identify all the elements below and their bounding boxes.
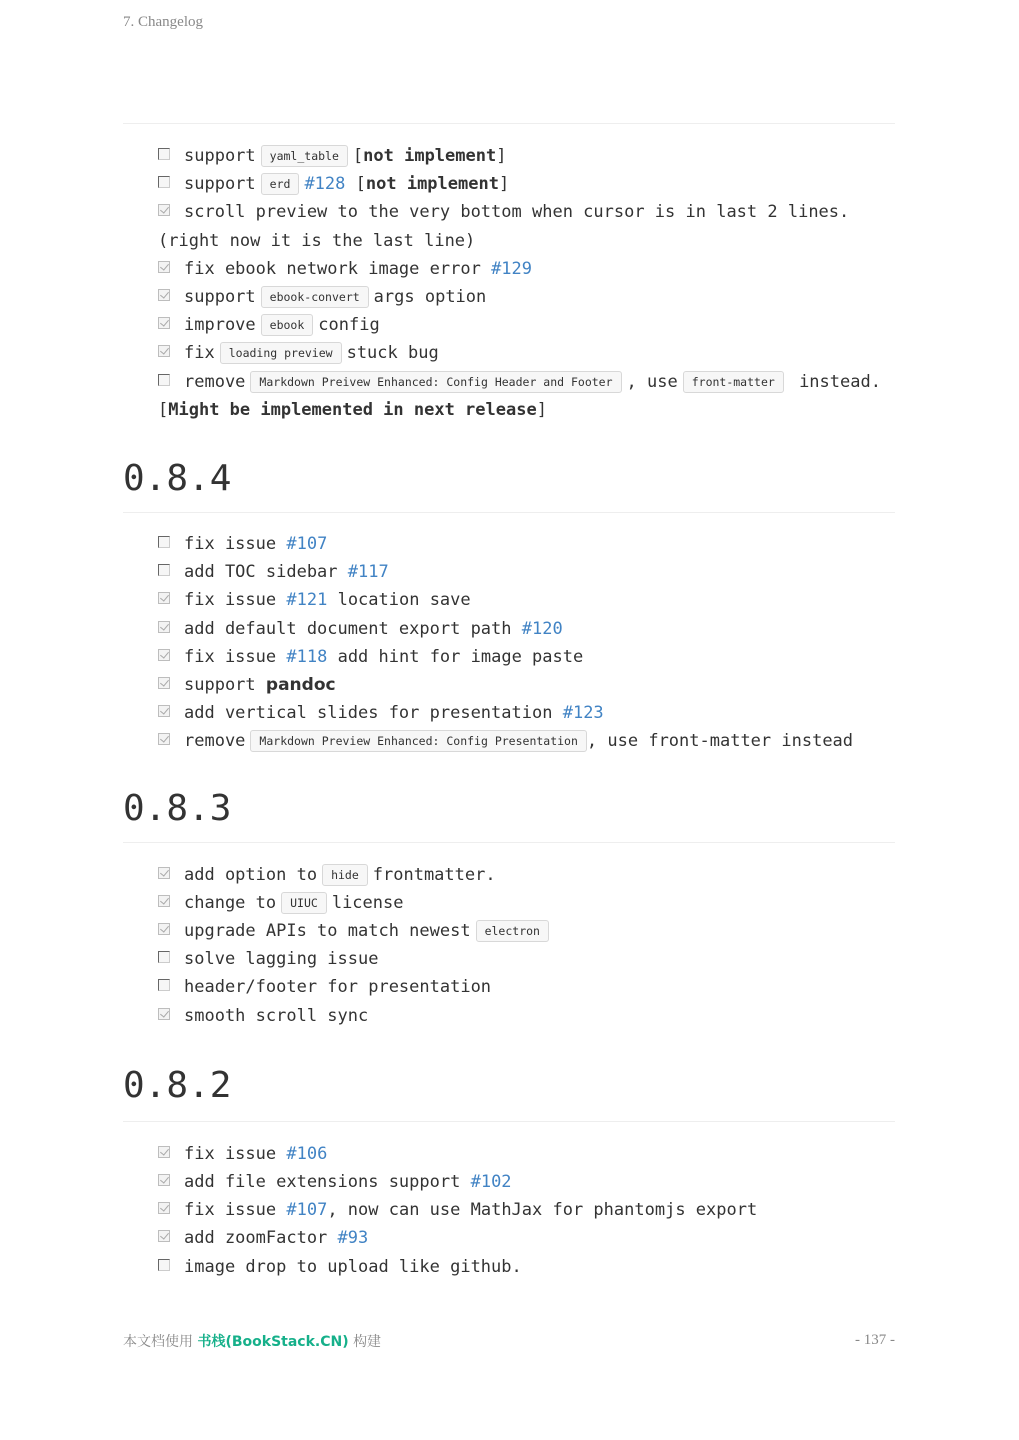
list-item: smooth scroll sync: [158, 1002, 895, 1030]
checkbox-unchecked-icon[interactable]: [158, 148, 170, 160]
page-footer-credit: [123, 1331, 381, 1351]
list-item: add zoomFactor #93: [158, 1224, 895, 1252]
checkbox-checked-icon[interactable]: [158, 289, 170, 301]
list-item: solve lagging issue: [158, 945, 895, 973]
checkbox-unchecked-icon[interactable]: [158, 1259, 170, 1271]
issue-link[interactable]: #120: [521, 618, 563, 639]
checkbox-checked-icon[interactable]: [158, 1202, 170, 1214]
issue-link[interactable]: #107: [286, 1200, 328, 1221]
page-number: - 137 -: [855, 1332, 895, 1348]
list-item: upgrade APIs to match newest electron: [158, 917, 895, 945]
inline-code: Markdown Preivew Enhanced: Config Header and Footer: [250, 371, 621, 393]
checkbox-checked-icon[interactable]: [158, 621, 170, 633]
list-item: change to UIUC license: [158, 889, 895, 917]
bookstack-link[interactable]: 书栈(BookStack.CN): [197, 1334, 349, 1350]
list-item: header/footer for presentation: [158, 973, 895, 1001]
inline-code: ebook: [261, 314, 314, 336]
footer-prefix: 本文档使用: [123, 1334, 193, 1350]
issue-link[interactable]: #106: [286, 1143, 328, 1164]
checkbox-checked-icon[interactable]: [158, 705, 170, 717]
checkbox-checked-icon[interactable]: [158, 1230, 170, 1242]
checkbox-unchecked-icon[interactable]: [158, 536, 170, 548]
list-item: add vertical slides for presentation #123: [158, 699, 895, 727]
list-item: add file extensions support #102: [158, 1168, 895, 1196]
task-list: [123, 530, 895, 756]
checkbox-checked-icon[interactable]: [158, 733, 170, 745]
list-item: fix loading preview stuck bug: [158, 339, 895, 367]
list-item: image drop to upload like github.: [158, 1253, 895, 1281]
list-item: fix issue #106: [158, 1140, 895, 1168]
checkbox-unchecked-icon[interactable]: [158, 979, 170, 991]
issue-link[interactable]: #123: [562, 703, 604, 724]
list-item: remove Markdown Preview Enhanced: Config Presentation , use front-matter instead: [158, 727, 895, 755]
checkbox-checked-icon[interactable]: [158, 677, 170, 689]
list-item: scroll preview to the very bottom when cursor is in last 2 lines. (right now it is the last line): [158, 202, 850, 251]
list-item: fix issue #107: [158, 530, 895, 558]
inline-code: hide: [322, 864, 368, 886]
checkbox-unchecked-icon[interactable]: [158, 374, 170, 386]
inline-code: loading preview: [220, 342, 342, 364]
list-item: remove Markdown Preivew Enhanced: Config Header and Footer , use front-matter instead. [Might be implemented in next release]: [158, 371, 881, 420]
checkbox-checked-icon[interactable]: [158, 1146, 170, 1158]
list-item: fix ebook network image error #129: [158, 255, 895, 283]
version-heading-0-8-4: 0.8.4: [123, 458, 895, 513]
inline-code: Markdown Preview Enhanced: Config Presentation: [250, 730, 587, 752]
checkbox-unchecked-icon[interactable]: [158, 951, 170, 963]
issue-link[interactable]: #129: [491, 258, 533, 279]
list-item: add option to hide frontmatter.: [158, 861, 895, 889]
task-list: [123, 142, 895, 424]
list-item: support pandoc: [158, 671, 895, 699]
checkbox-unchecked-icon[interactable]: [158, 564, 170, 576]
list-item: improve ebook config: [158, 311, 895, 339]
inline-code: UIUC: [281, 892, 327, 914]
version-heading-0-8-2: 0.8.2: [123, 1065, 895, 1122]
inline-code: yaml_table: [261, 145, 348, 167]
issue-link[interactable]: #117: [347, 562, 389, 583]
list-item: fix issue #121 location save: [158, 586, 895, 614]
inline-code: erd: [261, 173, 300, 195]
task-list: [123, 861, 895, 1030]
issue-link[interactable]: #102: [470, 1172, 512, 1193]
running-header: 7. Changelog: [123, 14, 203, 30]
checkbox-unchecked-icon[interactable]: [158, 176, 170, 188]
list-item: fix issue #107, now can use MathJax for phantomjs export: [158, 1196, 895, 1224]
checkbox-checked-icon[interactable]: [158, 1008, 170, 1020]
issue-link[interactable]: #128: [304, 174, 346, 195]
list-item: support yaml_table [not implement]: [158, 142, 895, 170]
list-item: support ebook-convert args option: [158, 283, 895, 311]
task-list: [123, 1140, 895, 1281]
checkbox-checked-icon[interactable]: [158, 204, 170, 216]
inline-code: electron: [476, 920, 549, 942]
inline-code: front-matter: [683, 371, 784, 393]
footer-suffix: 构建: [353, 1334, 382, 1350]
checkbox-checked-icon[interactable]: [158, 261, 170, 273]
checkbox-checked-icon[interactable]: [158, 867, 170, 879]
version-heading-0-8-3: 0.8.3: [123, 788, 895, 843]
issue-link[interactable]: #107: [286, 534, 328, 555]
checkbox-checked-icon[interactable]: [158, 592, 170, 604]
inline-code: ebook-convert: [261, 286, 369, 308]
checkbox-checked-icon[interactable]: [158, 649, 170, 661]
changelog-content: [123, 142, 895, 1281]
checkbox-checked-icon[interactable]: [158, 895, 170, 907]
list-item: support erd #128 [not implement]: [158, 170, 895, 198]
checkbox-checked-icon[interactable]: [158, 1174, 170, 1186]
issue-link[interactable]: #121: [286, 590, 328, 611]
list-item: add default document export path #120: [158, 615, 895, 643]
list-item: add TOC sidebar #117: [158, 558, 895, 586]
list-item: fix issue #118 add hint for image paste: [158, 643, 895, 671]
issue-link[interactable]: #118: [286, 646, 328, 667]
checkbox-checked-icon[interactable]: [158, 345, 170, 357]
page-top-divider: [123, 123, 895, 124]
checkbox-checked-icon[interactable]: [158, 317, 170, 329]
issue-link[interactable]: #93: [337, 1228, 369, 1249]
checkbox-checked-icon[interactable]: [158, 923, 170, 935]
